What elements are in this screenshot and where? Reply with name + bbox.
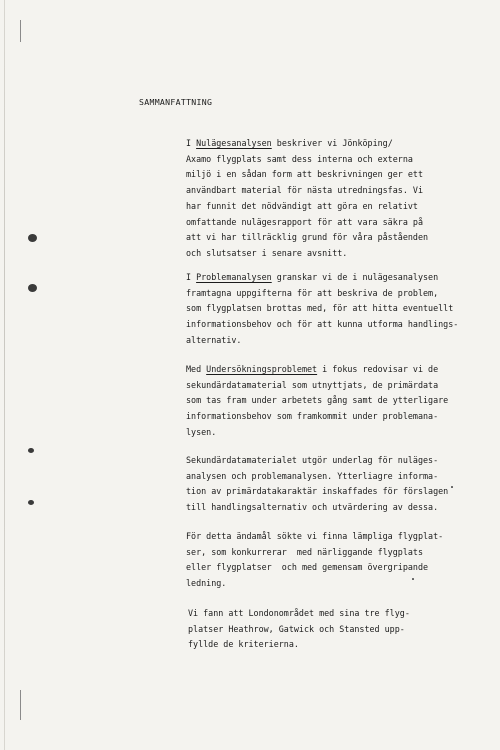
text-line: analysen och problemanalysen. Ytterliagre informa- — [186, 470, 439, 481]
underlined-term: Problemanalysen — [196, 272, 272, 282]
text-line: Axamo flygplats samt dess interna och externa — [186, 153, 413, 164]
paragraph-sekundardata — [186, 453, 448, 516]
text-line: platser Heathrow, Gatwick och Stansted upp- — [188, 623, 405, 634]
paragraph-undersokningsproblemet — [186, 362, 448, 441]
punch-hole — [28, 500, 34, 505]
punch-hole — [28, 448, 34, 453]
text-line: sekundärdatamaterial som utnyttjats, de primärdata — [186, 379, 439, 390]
text-line: att vi har tillräcklig grund för våra påståenden — [186, 232, 429, 243]
text-line: alternativ. — [186, 334, 242, 345]
text-line: ser, som konkurrerar med närliggande flygplats — [186, 546, 423, 557]
text-line: miljö i en sådan form att beskrivningen ger ett — [186, 169, 423, 180]
paragraph-london — [188, 606, 410, 653]
text-line: informationsbehov som framkommit under problemana- — [186, 411, 439, 422]
paragraph-flygplatser — [186, 529, 443, 592]
text-line: tion av primärdatakaraktär inskaffades för förslagen — [186, 486, 449, 497]
underlined-term: Undersökningsproblemet — [206, 364, 318, 374]
text-line: omfattande nulägesrapport för att vara säkra på — [186, 216, 423, 227]
paragraph-nulagesanalys — [186, 136, 428, 262]
text-line: I Problemanalysen granskar vi de i nulägesanalysen — [186, 272, 439, 282]
scan-speck — [412, 578, 414, 580]
text-line: eller flygplatser och med gemensam övergripande — [186, 562, 429, 573]
text-line: Vi fann att Londonområdet med sina tre flyg- — [188, 608, 410, 618]
text-line: till handlingsalternativ och utvärdering av dessa. — [186, 502, 439, 513]
scan-speck — [451, 486, 453, 488]
text-line: fyllde de kriterierna. — [188, 639, 299, 650]
text-line: Med Undersökningsproblemet i fokus redovisar vi de — [186, 364, 439, 374]
text-line: som tas fram under arbetets gång samt de ytterligare — [186, 395, 449, 406]
text-line: informationsbehov och för att kunna utforma handlings- — [186, 319, 459, 330]
text-line: som flygplatsen brottas med, för att hitta eventuellt — [186, 303, 454, 314]
edge-mark — [20, 690, 21, 720]
text-line: användbart material för nästa utredningsfas. Vi — [186, 185, 423, 196]
text-line: ledning. — [186, 578, 227, 589]
paragraph-problemanalys — [186, 270, 458, 349]
text-line: och slutsatser i senare avsnitt. — [186, 247, 348, 258]
text-line: För detta ändamål sökte vi finna lämpliga flygplat- — [186, 531, 444, 541]
document-heading: SAMMANFATTNING — [139, 97, 213, 107]
page-edge-shadow — [4, 0, 5, 750]
punch-hole — [28, 234, 37, 242]
text-line: I Nulägesanalysen beskriver vi Jönköping/ — [186, 138, 393, 148]
text-line: lysen. — [186, 426, 217, 437]
text-line: framtagna uppgifterna för att beskriva de problem, — [186, 287, 439, 298]
punch-hole — [28, 284, 37, 292]
edge-mark — [20, 20, 21, 42]
underlined-term: Nulägesanalysen — [196, 138, 272, 148]
text-line: Sekundärdatamaterialet utgör underlag för nuläges- — [186, 455, 439, 465]
text-line: har funnit det nödvändigt att göra en relativt — [186, 200, 418, 211]
